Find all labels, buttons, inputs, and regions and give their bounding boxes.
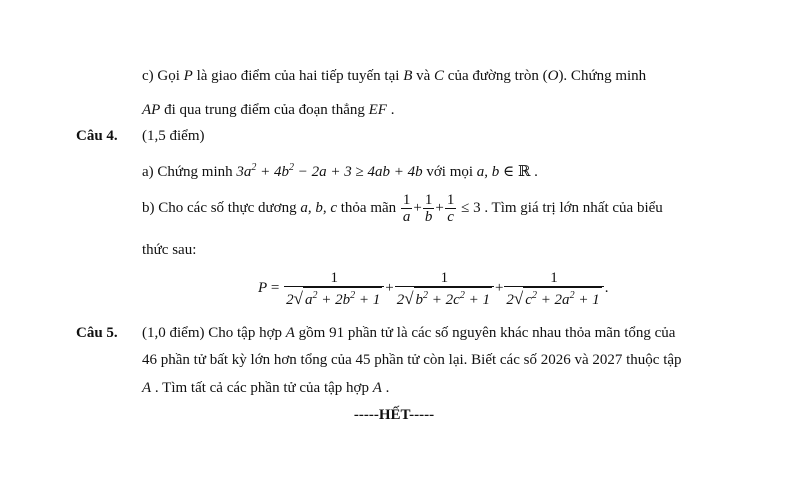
- q4-a-suffix: với mọi a, b ∈ ℝ .: [426, 164, 538, 180]
- formula-term-3: $\frac{1}{2√ c^2 + 2a^2 + 1}$: [504, 270, 603, 308]
- q4-points: (1,5 điểm): [142, 128, 205, 144]
- part-c-line-1: c) Gọi P là giao điểm của hai tiếp tuyến tại B và C của đường tròn (O). Chứng minh: [142, 68, 647, 84]
- q4-a-inequality: $3a^2 + 4b^2 - 2a + 3 \ge 4ab + 4b$: [236, 162, 423, 180]
- q4-part-b-line-1: b) Cho các số thực dương a, b, c thỏa mãn $\frac{1}{a}$ + $\frac{1}{b}$ + $\frac{1}{c}$ ≤ 3 . Tìm giá trị lớn nhất của biểu: [142, 192, 663, 226]
- q4-part-a: [142, 158, 538, 182]
- formula-lhs: P: [258, 280, 268, 296]
- q5-line-2: 46 phần tử bất kỳ lớn hơn tổng của 45 phần tử còn lại. Biết các số 2026 và 2027 thuộc tập: [142, 352, 682, 368]
- q4-a-prefix: a) Chứng minh: [142, 164, 233, 180]
- q4-b-prefix: b) Cho các số thực dương a, b, c thỏa mãn: [142, 200, 397, 216]
- q5-label: Câu 5.: [76, 325, 118, 341]
- frac-1-over-b: $\frac{1}{b}$: [424, 192, 433, 226]
- formula-term-2: $\frac{1}{2√ b^2 + 2c^2 + 1}$: [395, 270, 494, 308]
- frac-1-over-c: $\frac{1}{c}$: [446, 192, 455, 226]
- q4-b-suffix: ≤ 3 . Tìm giá trị lớn nhất của biểu: [461, 200, 663, 216]
- formula-term-1: $\frac{1}{2√ a^2 + 2b^2 + 1}$: [284, 270, 384, 308]
- q5-line-3: A . Tìm tất cả các phần tử của tập hợp A .: [142, 380, 390, 396]
- formula-P: P = $\frac{1}{2√ a^2 + 2b^2 + 1}$ + $\frac{1}{2√ b^2 + 2c^2 + 1}$ + $\frac{1}{2√ c^2 + 2a^2 + 1}$ .: [258, 269, 609, 308]
- q4-label: Câu 4.: [76, 128, 118, 144]
- frac-1-over-a: $\frac{1}{a}$: [402, 192, 411, 226]
- q4-b-line-2: thức sau:: [142, 242, 197, 258]
- end-marker: -----HẾT-----: [353, 407, 435, 423]
- part-c-line-2: AP đi qua trung điểm của đoạn thẳng EF .: [142, 102, 395, 118]
- q5-line-1: (1,0 điểm) Cho tập hợp A gồm 91 phần tử là các số nguyên khác nhau thỏa mãn tổng của: [142, 325, 676, 341]
